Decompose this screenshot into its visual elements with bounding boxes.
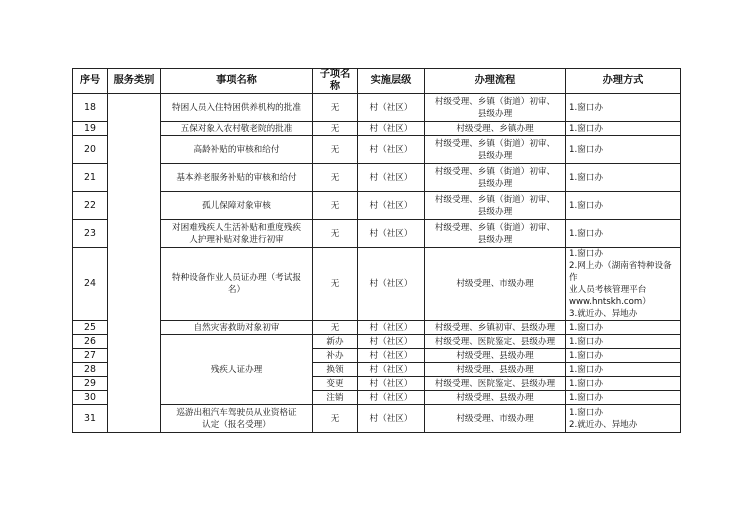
level: 村（社区） [358,405,425,433]
method: 1.窗口办 [566,349,681,363]
row-index: 25 [73,321,108,335]
method-line: 3.就近办、异地办 [569,309,638,319]
item-name-line: 对困难残疾人生活补贴和重度残疾 [172,222,301,233]
item-name-line: 巡游出租汽车驾驶员从业资格证 [176,407,297,418]
sub-item: 无 [313,122,358,136]
row-index: 19 [73,122,108,136]
process [425,220,566,248]
header-item-name: 事项名称 [161,69,313,94]
process-line: 村级受理、乡镇（街道）初审、 [434,166,556,177]
level: 村（社区） [358,349,425,363]
method [566,94,681,122]
method: 1.窗口办 [566,335,681,349]
table-row [73,192,681,220]
sub-item: 无 [313,136,358,164]
process-line: 县级办理 [477,108,513,119]
item-name: 高龄补贴的审核和给付 [161,136,313,164]
process [425,405,566,433]
method-line: 1.窗口办 [569,322,603,333]
sub-item: 无 [313,405,358,433]
process: 村级受理、县级办理 [425,363,566,377]
level: 村（社区） [358,335,425,349]
process: 村级受理、医院鉴定、县级办理 [425,377,566,391]
level: 村（社区） [358,220,425,248]
method-line: 1.窗口办 [569,123,603,134]
item-name: 孤儿保障对象审核 [161,192,313,220]
process-line: 县级办理 [477,234,513,245]
process [425,248,566,321]
item-name-line: 人护理补贴对象进行初审 [189,234,284,245]
item-name-line: 特种设备作业人员证办理（考试报 [172,273,301,283]
method-line: 业人员考核管理平台 [569,285,647,295]
process-line: 县级办理 [477,206,513,217]
process [425,321,566,335]
item-name: 残疾人证办理 [161,335,313,405]
process [425,136,566,164]
table-header-row [73,69,681,94]
sub-item: 新办 [313,335,358,349]
row-index: 30 [73,391,108,405]
process-line: 村级受理、乡镇初审、县级办理 [434,322,556,333]
row-index: 21 [73,164,108,192]
level: 村（社区） [358,321,425,335]
header-level: 实施层级 [358,69,425,94]
item-name [161,220,313,248]
table-row [73,405,681,433]
process: 村级受理、县级办理 [425,391,566,405]
process-line: 村级受理、乡镇（街道）初审、 [434,194,556,205]
method [566,192,681,220]
sub-item: 补办 [313,349,358,363]
row-index: 24 [73,248,108,321]
process-line: 村级受理、市级办理 [456,279,534,289]
level: 村（社区） [358,164,425,192]
process-line: 县级办理 [477,150,513,161]
level: 村（社区） [358,248,425,321]
process-line: 村级受理、乡镇办理 [456,123,534,134]
table-row [73,220,681,248]
process [425,192,566,220]
table-row [73,164,681,192]
item-name [161,405,313,433]
process-line: 村级受理、乡镇（街道）初审、 [434,222,556,233]
method [566,405,681,433]
item-name-line: 名） [227,285,246,295]
table-row [73,136,681,164]
process: 村级受理、县级办理 [425,349,566,363]
process: 村级受理、医院鉴定、县级办理 [425,335,566,349]
level: 村（社区） [358,363,425,377]
sub-item: 无 [313,220,358,248]
method: 1.窗口办 [566,391,681,405]
method-line: 1.窗口办 [569,102,603,113]
header-method: 办理方式 [566,69,681,94]
sub-item: 无 [313,248,358,321]
table-row [73,335,681,349]
method-line: 2.就近办、异地办 [569,419,638,430]
row-index: 26 [73,335,108,349]
method-line: 1.窗口办 [569,407,603,418]
level: 村（社区） [358,94,425,122]
sub-item: 无 [313,192,358,220]
method-line: 1.窗口办 [569,144,603,155]
method [566,248,681,321]
table-row [73,248,681,321]
header-service-category: 服务类别 [108,69,161,94]
sub-item: 无 [313,164,358,192]
table-row [73,321,681,335]
method-line: 1.窗口办 [569,200,603,211]
method [566,220,681,248]
item-name: 自然灾害救助对象初审 [161,321,313,335]
level: 村（社区） [358,192,425,220]
process-line: 村级受理、乡镇（街道）初审、 [434,138,556,149]
service-items-table [72,68,681,433]
method-line: 1.窗口办 [569,172,603,183]
method-line: 1.窗口办 [569,228,603,239]
row-index: 18 [73,94,108,122]
item-name [161,248,313,321]
level: 村（社区） [358,391,425,405]
process [425,94,566,122]
sub-item: 无 [313,321,358,335]
item-name: 基本养老服务补贴的审核和给付 [161,164,313,192]
row-index: 28 [73,363,108,377]
sub-item: 换领 [313,363,358,377]
row-index: 27 [73,349,108,363]
method: 1.窗口办 [566,363,681,377]
sub-item: 无 [313,94,358,122]
row-index: 31 [73,405,108,433]
header-process: 办理流程 [425,69,566,94]
process [425,122,566,136]
process-line: 村级受理、市级办理 [456,413,534,424]
row-index: 29 [73,377,108,391]
item-name: 特困人员入住特困供养机构的批准 [161,94,313,122]
process-line: 村级受理、乡镇（街道）初审、 [434,96,556,107]
method [566,321,681,335]
table-row [73,122,681,136]
item-name-line: 认定（报名受理） [202,419,271,430]
row-index: 20 [73,136,108,164]
method-line: 1.窗口办 [569,249,603,259]
sub-item: 变更 [313,377,358,391]
level: 村（社区） [358,136,425,164]
method-line: www.hntskh.com） [569,297,651,307]
row-index: 22 [73,192,108,220]
method [566,136,681,164]
item-name: 五保对象入农村敬老院的批准 [161,122,313,136]
method: 1.窗口办 [566,377,681,391]
level: 村（社区） [358,377,425,391]
method [566,122,681,136]
header-sub-item: 子项名称 [313,69,358,94]
process-line: 县级办理 [477,178,513,189]
sub-item: 注销 [313,391,358,405]
method-line: 2.网上办（湖南省特种设备作 [569,261,672,283]
service-category-cell [108,94,161,433]
header-index: 序号 [73,69,108,94]
method [566,164,681,192]
level: 村（社区） [358,122,425,136]
table-row [73,94,681,122]
row-index: 23 [73,220,108,248]
process [425,164,566,192]
